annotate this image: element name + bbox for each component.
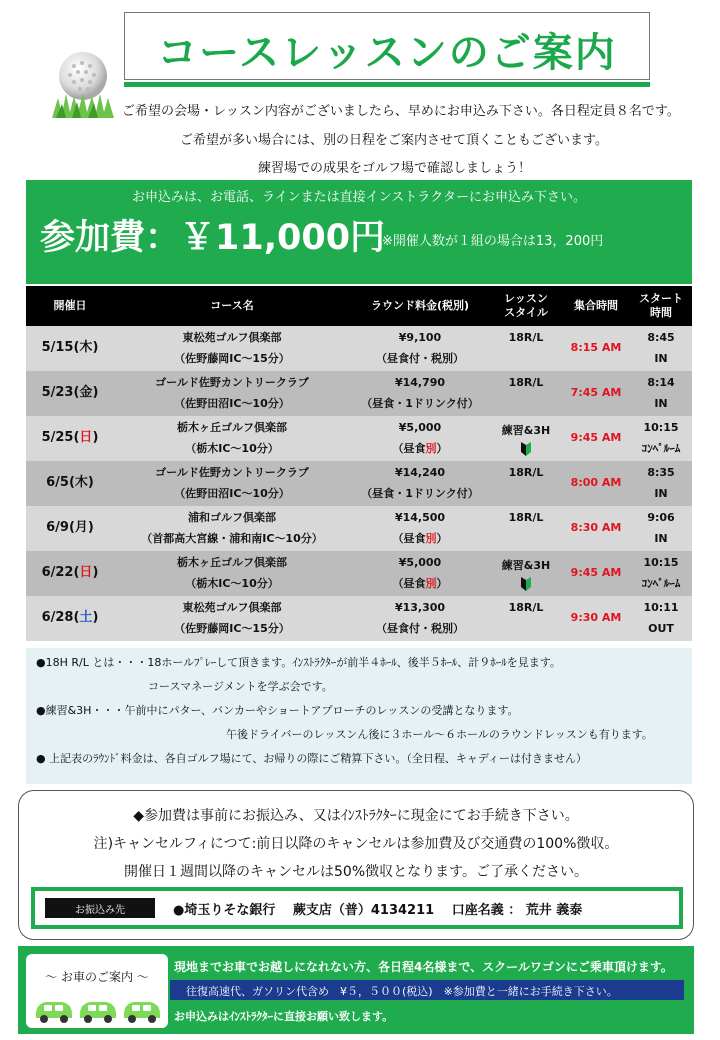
header-start-line-2: 時間 xyxy=(650,306,672,319)
row-course: 栃木ヶ丘ゴルフ倶楽部 （栃木IC～10分） xyxy=(177,420,287,455)
row-date: 6/28(土) xyxy=(41,610,99,626)
fee-label: 参加費：￥11,000円 xyxy=(40,218,386,258)
fee-band xyxy=(26,180,692,284)
row-style: 18R/L xyxy=(508,465,544,479)
table-row xyxy=(26,326,692,371)
row-meeting-time: 9:45 AM xyxy=(570,566,622,580)
payment-line-1: ◆参加費は事前にお振込み、又はｲﾝｽﾄﾗｸﾀｰに現金にてお手続き下さい。 xyxy=(133,808,579,824)
car-fee-text: 往復高速代、ガソリン代含め ¥５，５００(税込) ※参加費と一緒にお手続き下さい。 xyxy=(186,985,618,998)
note-18h-detail: コースマネージメントを学ぶ会です。 xyxy=(148,680,333,693)
schedule-table-header xyxy=(26,286,692,326)
bank-box xyxy=(31,887,683,929)
car-icon xyxy=(32,994,162,1024)
golf-ball-on-grass-icon xyxy=(50,48,116,118)
title-underline xyxy=(124,82,650,87)
note-practice-detail: 午後ドライバーのレッスンん後に３ホール～６ホールのラウンドレッスンも有ります。 xyxy=(226,728,653,741)
row-price: ¥13,300 （昼食付・税別） xyxy=(376,600,464,635)
row-price: ¥5,000 （昼食別） xyxy=(392,555,448,590)
row-start-time: 8:35 IN xyxy=(647,465,675,500)
car-apply-text: お申込みはｲﾝｽﾄﾗｸﾀｰに直接お願い致します。 xyxy=(174,1010,394,1023)
row-meeting-time: 8:15 AM xyxy=(570,341,622,355)
car-panel xyxy=(18,946,694,1034)
row-course: 浦和ゴルフ倶楽部 （首都高大宮線・浦和南IC～10分） xyxy=(141,510,323,545)
row-style: 練習&3H xyxy=(490,416,562,461)
notes-section xyxy=(26,648,692,784)
header-time: 集合時間 xyxy=(574,298,618,312)
row-meeting-time: 9:45 AM xyxy=(570,431,622,445)
row-style: 18R/L xyxy=(508,510,544,524)
header-price: ラウンド料金(税別) xyxy=(370,298,470,312)
row-meeting-time: 8:00 AM xyxy=(570,476,622,490)
row-date: 5/15(木) xyxy=(41,340,99,356)
row-price: ¥14,240 （昼食・1ドリンク付） xyxy=(361,465,479,500)
row-course: 栃木ヶ丘ゴルフ倶楽部 （栃木IC～10分） xyxy=(177,555,287,590)
note-round-fee: ● 上記表のﾗｳﾝﾄﾞ料金は、各自ゴルフ場にて、お帰りの際にご精算下さい。（全日程、キャディーは付きません） xyxy=(36,752,587,765)
header-style-line-2: スタイル xyxy=(504,306,548,319)
row-start-time: 10:15 ｺﾝﾍﾟﾙｰﾑ xyxy=(641,555,681,590)
row-meeting-time: 9:30 AM xyxy=(570,611,622,625)
header-start xyxy=(630,286,692,326)
row-meeting-time: 7:45 AM xyxy=(570,386,622,400)
title-box xyxy=(124,12,650,80)
row-style: 18R/L xyxy=(508,600,544,614)
row-date: 5/25(日) xyxy=(41,430,99,446)
row-price: ¥14,790 （昼食・1ドリンク付） xyxy=(361,375,479,410)
fee-sub-note: ※開催人数が１組の場合は13，200円 xyxy=(382,234,604,249)
row-meeting-time: 8:30 AM xyxy=(570,521,622,535)
row-start-time: 9:06 IN xyxy=(647,510,675,545)
page-title: コースレッスンのご案内 xyxy=(157,30,617,76)
row-date: 5/23(金) xyxy=(41,385,99,401)
payment-line-2: 注)キャンセルフィにつて:前日以降のキャンセルは参加費及び交通費の100%徴収。 xyxy=(93,836,619,852)
table-row xyxy=(26,461,692,506)
table-row xyxy=(26,596,692,641)
row-start-time: 10:15 ｺﾝﾍﾟﾙｰﾑ xyxy=(641,420,681,455)
row-start-time: 10:11 OUT xyxy=(643,600,679,635)
header-style xyxy=(490,286,562,326)
row-price: ¥5,000 （昼食別） xyxy=(392,420,448,455)
header-course: コース名 xyxy=(210,298,254,312)
car-fee-bar xyxy=(170,980,684,1000)
row-style: 18R/L xyxy=(508,375,544,389)
table-row xyxy=(26,371,692,416)
beginner-mark-icon xyxy=(520,577,532,591)
header-style-line-1: レッスン xyxy=(504,291,548,305)
intro-line-3: 練習場での成果をゴルフ場で確認しましょう！ xyxy=(258,161,532,176)
beginner-mark-icon xyxy=(520,442,532,456)
table-row xyxy=(26,506,692,551)
header-start-line-1: スタート xyxy=(639,291,683,305)
row-style: 18R/L xyxy=(508,330,544,344)
car-box xyxy=(26,954,168,1028)
bank-info: ●埼玉りそな銀行 蕨支店（普）4134211 口座名義 ： 荒井 義泰 xyxy=(173,903,583,918)
row-date: 6/22(日) xyxy=(41,565,99,581)
row-start-time: 8:14 IN xyxy=(647,375,675,410)
row-course: ゴールド佐野カントリークラブ （佐野田沼IC～10分） xyxy=(155,465,309,500)
bank-tag: お振込み先 xyxy=(45,898,155,918)
note-practice: ●練習&3H・・・午前中にパター、バンカーやショートアプローチのレッスンの受講となります。 xyxy=(36,704,519,717)
row-style: 練習&3H xyxy=(490,551,562,596)
payment-line-3: 開催日１週間以降のキャンセルは50%徴収となります。ご了承ください。 xyxy=(124,864,588,880)
row-start-time: 8:45 IN xyxy=(647,330,675,365)
car-service-text: 現地までお車でお越しになれない方、各日程4名様まで、スクールワゴンにご乗車頂けます。 xyxy=(174,960,673,974)
row-price: ¥9,100 （昼食付・税別） xyxy=(376,330,464,365)
row-price: ¥14,500 （昼食別） xyxy=(392,510,448,545)
intro-line-1: ご希望の会場・レッスン内容がございましたら、早めにお申込み下さい。各日程定員８名です。 xyxy=(122,104,680,119)
table-row xyxy=(26,551,692,596)
row-course: ゴールド佐野カントリークラブ （佐野田沼IC～10分） xyxy=(155,375,309,410)
car-title: ～ お車のご案内 ～ xyxy=(45,970,149,984)
row-date: 6/9(月) xyxy=(46,520,94,536)
payment-box xyxy=(18,790,694,940)
header-date: 開催日 xyxy=(53,298,87,312)
row-course: 東松苑ゴルフ倶楽部 （佐野藤岡IC～15分） xyxy=(174,600,290,635)
note-18h: ●18H R/L とは・・・18ホールﾌﾟﾚｰして頂きます。ｲﾝｽﾄﾗｸﾀｰが前半４ﾎｰﾙ、後半５ﾎｰﾙ、計９ﾎｰﾙを見ます。 xyxy=(36,656,561,669)
table-row xyxy=(26,416,692,461)
application-note: お申込みは、お電話、ラインまたは直接インストラクターにお申込み下さい。 xyxy=(132,190,586,205)
row-course: 東松苑ゴルフ倶楽部 （佐野藤岡IC～15分） xyxy=(174,330,290,365)
row-date: 6/5(木) xyxy=(46,475,94,491)
intro-line-2: ご希望が多い場合には、別の日程をご案内させて頂くこともございます。 xyxy=(180,133,608,148)
